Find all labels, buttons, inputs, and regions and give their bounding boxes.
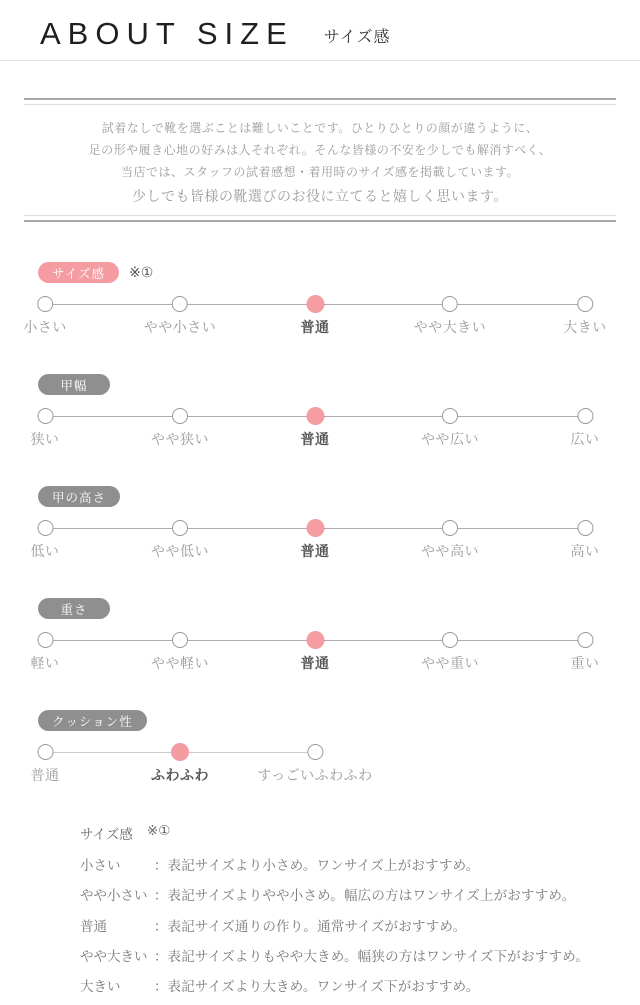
intro-box	[24, 98, 616, 222]
point-label: 普通	[300, 319, 330, 335]
legend-desc: 表記サイズよりもやや大きめ。幅狭の方はワンサイズ下がおすすめ。	[167, 949, 590, 965]
legend-term: 普通	[80, 918, 107, 934]
intro-line: 試着なしで靴を選ぶことは難しいことです。ひとりひとりの顔が違うように、	[101, 121, 539, 135]
scale-point	[257, 744, 372, 785]
selected-dot-icon	[306, 631, 324, 649]
legend-row	[80, 920, 640, 935]
selected-dot-icon	[171, 743, 189, 761]
scale-point	[421, 408, 479, 449]
scale-point	[414, 296, 487, 337]
scales-section	[0, 262, 640, 786]
legend-term: 小さい	[80, 858, 121, 873]
legend-row	[80, 889, 640, 904]
dot-icon	[172, 520, 188, 536]
scale-badge-row	[38, 374, 640, 395]
point-label: 大きい	[563, 319, 607, 335]
scale-point	[151, 744, 209, 785]
legend-colon: ：	[154, 949, 168, 965]
scale-point	[571, 632, 600, 673]
dot-icon	[442, 632, 458, 648]
dot-icon	[577, 296, 593, 312]
point-label: 高い	[570, 543, 600, 559]
point-label: 小さい	[23, 319, 67, 335]
dot-icon	[442, 520, 458, 536]
selected-dot-icon	[306, 295, 324, 313]
scale-point	[421, 632, 479, 673]
scale-point	[563, 296, 607, 337]
dot-icon	[172, 296, 188, 312]
scale-badge-row	[38, 598, 640, 619]
legend-row	[80, 980, 640, 995]
scale-point	[31, 408, 60, 449]
legend-term: 大きい	[80, 979, 121, 995]
page-title: ABOUT SIZE	[40, 16, 294, 51]
scale-point	[421, 520, 479, 561]
scale-point	[31, 744, 60, 785]
scale-point	[151, 632, 209, 673]
scale-group	[0, 486, 640, 562]
legend-desc: 表記サイズより大きめ。ワンサイズ下がおすすめ。	[167, 979, 480, 995]
scale-badge: サイズ感	[38, 262, 119, 283]
selected-dot-icon	[306, 519, 324, 537]
legend-desc: 表記サイズより小さめ。ワンサイズ上がおすすめ。	[167, 858, 480, 873]
legend-desc: 表記サイズ通りの作り。通常サイズがおすすめ。	[167, 918, 467, 934]
scale-point	[301, 408, 330, 449]
point-label: やや高い	[421, 543, 479, 559]
dot-icon	[37, 408, 53, 424]
scale-group	[0, 374, 640, 450]
dot-icon	[307, 744, 323, 760]
legend-colon: ：	[154, 858, 168, 873]
dot-icon	[37, 744, 53, 760]
scale-badge-row	[38, 486, 640, 507]
point-label: 低い	[30, 543, 60, 559]
scale-track	[30, 632, 600, 674]
point-label: 狭い	[30, 431, 60, 447]
scale-point	[23, 296, 67, 337]
scale-badge: 重さ	[38, 598, 110, 619]
dot-icon	[37, 520, 53, 536]
point-label: 広い	[570, 431, 600, 447]
header	[0, 0, 640, 49]
point-label: やや大きい	[413, 319, 487, 335]
legend-colon: ：	[154, 918, 168, 934]
point-label: 普通	[300, 543, 330, 559]
point-label: 普通	[30, 767, 60, 783]
intro-bottom-rule	[24, 215, 616, 222]
dot-icon	[37, 296, 53, 312]
scale-track	[30, 744, 585, 786]
scale-badge: クッション性	[38, 710, 147, 731]
point-label: やや軽い	[151, 655, 209, 671]
scale-point	[144, 296, 217, 337]
point-label: 普通	[300, 431, 330, 447]
scale-point	[151, 408, 209, 449]
point-label: やや重い	[421, 655, 479, 671]
scale-point	[301, 632, 330, 673]
intro-line: 当店では、スタッフの試着感想・着用時のサイズ感を掲載しています。	[120, 165, 520, 179]
point-label: 普通	[300, 655, 330, 671]
point-label: やや低い	[151, 543, 209, 559]
scale-badge-row	[38, 710, 640, 731]
header-divider	[0, 60, 640, 61]
intro-top-rule	[24, 98, 616, 105]
legend-colon: ：	[154, 979, 168, 995]
dot-icon	[577, 408, 593, 424]
point-label: すっごいふわふわ	[257, 767, 373, 783]
dot-icon	[577, 632, 593, 648]
legend-title-row	[80, 823, 640, 843]
dot-icon	[442, 296, 458, 312]
scale-point	[571, 408, 600, 449]
scale-group	[0, 598, 640, 674]
dot-icon	[442, 408, 458, 424]
scale-point	[31, 520, 60, 561]
legend-term: やや大きい	[80, 949, 148, 965]
dot-icon	[37, 632, 53, 648]
legend-section	[80, 823, 640, 995]
legend-desc: 表記サイズよりやや小さめ。幅広の方はワンサイズ上がおすすめ。	[167, 888, 576, 904]
scale-badge-row	[38, 262, 640, 283]
legend-colon: ：	[154, 888, 168, 904]
scale-track	[30, 408, 600, 450]
point-label: やや狭い	[151, 431, 209, 447]
intro-line: 足の形や履き心地の好みは人それぞれ。そんな皆様の不安を少しでも解消すべく、	[88, 143, 552, 157]
scale-point	[31, 632, 60, 673]
scale-group	[0, 710, 640, 786]
page-subtitle: サイズ感	[323, 29, 391, 46]
scale-point	[301, 520, 330, 561]
legend-row	[80, 859, 640, 874]
scale-track	[23, 296, 607, 338]
scale-group	[0, 262, 640, 338]
scale-badge: 甲の高さ	[38, 486, 120, 507]
scale-track	[30, 520, 600, 562]
point-label: ふわふわ	[151, 767, 209, 783]
scale-note: ※①	[129, 264, 154, 280]
point-label: 重い	[570, 655, 600, 671]
selected-dot-icon	[306, 407, 324, 425]
legend-row	[80, 950, 640, 965]
legend-rows	[80, 859, 640, 995]
legend-term: やや小さい	[80, 888, 148, 904]
dot-icon	[577, 520, 593, 536]
dot-icon	[172, 632, 188, 648]
point-label: 軽い	[30, 655, 60, 671]
intro-text	[24, 105, 616, 215]
scale-point	[151, 520, 209, 561]
legend-title: サイズ感	[80, 827, 133, 842]
point-label: やや広い	[421, 431, 479, 447]
point-label: やや小さい	[143, 319, 217, 335]
dot-icon	[172, 408, 188, 424]
intro-closing: 少しでも皆様の靴選びのお役に立てると嬉しく思います。	[132, 188, 508, 204]
scale-badge: 甲幅	[38, 374, 110, 395]
scale-point	[301, 296, 330, 337]
legend-note: ※①	[146, 823, 171, 838]
scale-point	[571, 520, 600, 561]
